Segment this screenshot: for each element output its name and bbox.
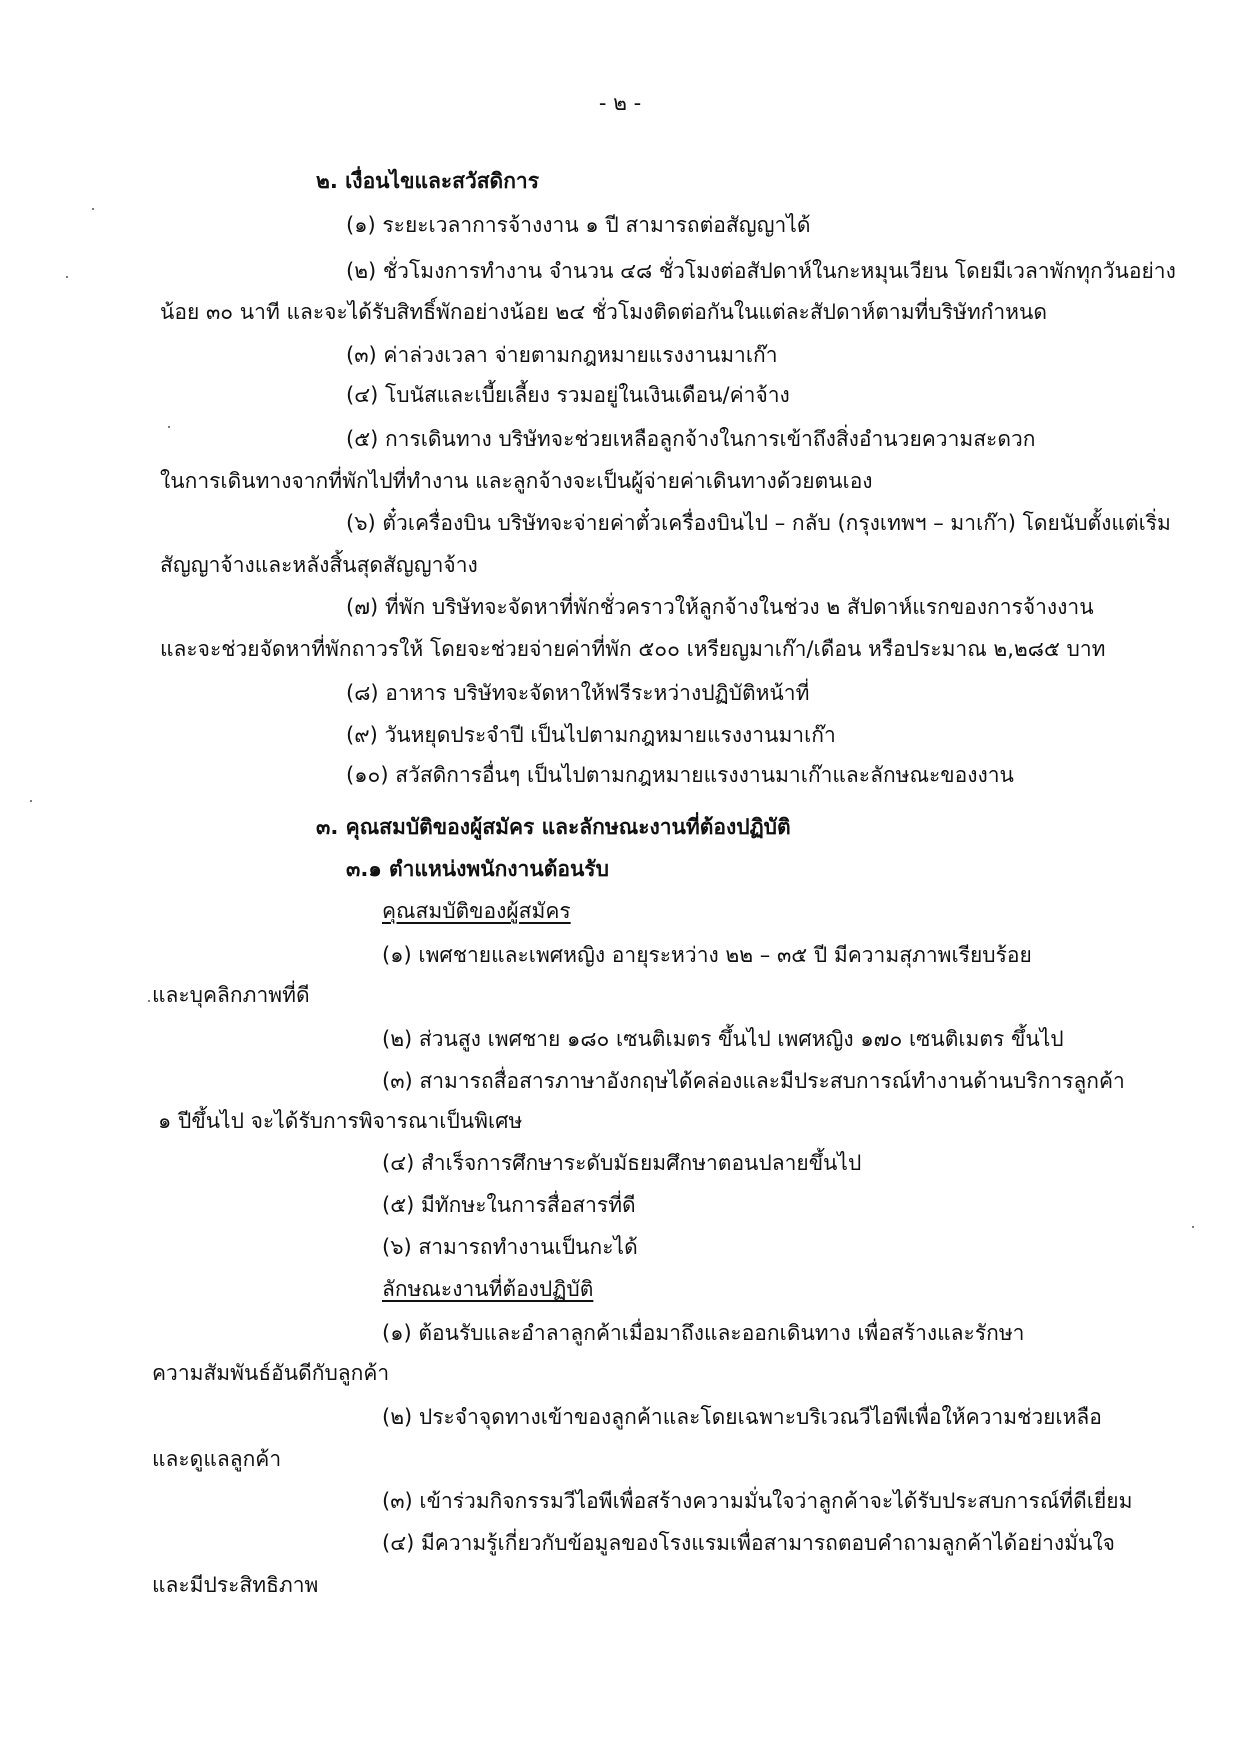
page-number: - ๒ - [598,91,642,115]
section-2-item-2: (๒) ชั่วโมงการทำงาน จำนวน ๔๘ ชั่วโมงต่อสัปดาห์ในกะหมุนเวียน โดยมีเวลาพักทุกวันอย่าง [346,259,1176,283]
section-2-item-6: (๖) ตั๋วเครื่องบิน บริษัทจะจ่ายค่าตั๋วเครื่องบินไป – กลับ (กรุงเทพฯ – มาเก๊า) โดยนับตั้งแต่เริ่ม [346,511,1171,535]
section-2-item-4: (๔) โบนัสและเบี้ยเลี้ยง รวมอยู่ในเงินเดือน/ค่าจ้าง [346,383,790,407]
qualification-5: (๕) มีทักษะในการสื่อสารที่ดี [382,1193,636,1217]
scan-speck [30,800,32,802]
duty-4: (๔) มีความรู้เกี่ยวกับข้อมูลของโรงแรมเพื่อสามารถตอบคำถามลูกค้าได้อย่างมั่นใจ [382,1531,1115,1555]
section-2-item-2-cont: น้อย ๓๐ นาที และจะได้รับสิทธิ์พักอย่างน้อย ๒๔ ชั่วโมงติดต่อกันในแต่ละสัปดาห์ตามที่บริษัทกำหนด [160,300,1048,324]
section-2-item-9: (๙) วันหยุดประจำปี เป็นไปตามกฎหมายแรงงานมาเก๊า [346,723,836,747]
duties-title: ลักษณะงานที่ต้องปฏิบัติ [382,1277,594,1301]
duty-4-cont: และมีประสิทธิภาพ [152,1573,319,1597]
qualifications-title: คุณสมบัติของผู้สมัคร [382,899,571,923]
scan-speck [168,426,170,428]
duty-2-cont: และดูแลลูกค้า [152,1447,282,1471]
section-2-item-5-cont: ในการเดินทางจากที่พักไปที่ทำงาน และลูกจ้างจะเป็นผู้จ่ายค่าเดินทางด้วยตนเอง [160,469,873,493]
section-2-item-7: (๗) ที่พัก บริษัทจะจัดหาที่พักชั่วคราวให้ลูกจ้างในช่วง ๒ สัปดาห์แรกของการจ้างงาน [346,595,1094,619]
qualification-1: (๑) เพศชายและเพศหญิง อายุระหว่าง ๒๒ – ๓๕ ปี มีความสุภาพเรียบร้อย [382,943,1032,967]
section-2-item-5: (๕) การเดินทาง บริษัทจะช่วยเหลือลูกจ้างในการเข้าถึงสิ่งอำนวยความสะดวก [346,427,1036,451]
duty-1-cont: ความสัมพันธ์อันดีกับลูกค้า [152,1361,390,1385]
qualification-3-cont: ๑ ปีขึ้นไป จะได้รับการพิจารณาเป็นพิเศษ [158,1109,523,1133]
section-3-1-heading: ๓.๑ ตำแหน่งพนักงานต้อนรับ [346,857,609,881]
section-2-item-1: (๑) ระยะเวลาการจ้างงาน ๑ ปี สามารถต่อสัญญาได้ [346,213,811,237]
section-2-item-3: (๓) ค่าล่วงเวลา จ่ายตามกฎหมายแรงงานมาเก๊า [346,343,778,367]
section-2-item-10: (๑๐) สวัสดิการอื่นๆ เป็นไปตามกฎหมายแรงงานมาเก๊าและลักษณะของงาน [346,763,1014,787]
duty-2: (๒) ประจำจุดทางเข้าของลูกค้าและโดยเฉพาะบริเวณวีไอพีเพื่อให้ความช่วยเหลือ [382,1405,1102,1429]
section-2-heading: ๒. เงื่อนไขและสวัสดิการ [316,169,539,193]
duty-3: (๓) เข้าร่วมกิจกรรมวีไอพีเพื่อสร้างความมั่นใจว่าลูกค้าจะได้รับประสบการณ์ที่ดีเยี่ยม [382,1489,1133,1513]
scan-speck [66,276,68,278]
scan-speck [92,208,94,210]
qualification-1-cont: และบุคลิกภาพที่ดี [152,983,310,1007]
section-3-heading: ๓. คุณสมบัติของผู้สมัคร และลักษณะงานที่ต้องปฏิบัติ [316,815,791,839]
qualification-2: (๒) ส่วนสูง เพศชาย ๑๘๐ เซนติเมตร ขึ้นไป เพศหญิง ๑๗๐ เซนติเมตร ขึ้นไป [382,1027,1064,1051]
qualification-3: (๓) สามารถสื่อสารภาษาอังกฤษได้คล่องและมีประสบการณ์ทำงานด้านบริการลูกค้า [382,1069,1125,1093]
scan-speck [1192,1226,1194,1228]
duty-1: (๑) ต้อนรับและอำลาลูกค้าเมื่อมาถึงและออกเดินทาง เพื่อสร้างและรักษา [382,1321,1025,1345]
section-2-item-6-cont: สัญญาจ้างและหลังสิ้นสุดสัญญาจ้าง [160,553,478,577]
section-2-item-7-cont: และจะช่วยจัดหาที่พักถาวรให้ โดยจะช่วยจ่ายค่าที่พัก ๕๐๐ เหรียญมาเก๊า/เดือน หรือประมาณ ๒,๒๘๕ บาท [160,637,1106,661]
qualification-4: (๔) สำเร็จการศึกษาระดับมัธยมศึกษาตอนปลายขึ้นไป [382,1151,862,1175]
qualification-6: (๖) สามารถทำงานเป็นกะได้ [382,1235,638,1259]
scan-speck [148,1000,150,1002]
section-2-item-8: (๘) อาหาร บริษัทจะจัดหาให้ฟรีระหว่างปฏิบัติหน้าที่ [346,681,810,705]
